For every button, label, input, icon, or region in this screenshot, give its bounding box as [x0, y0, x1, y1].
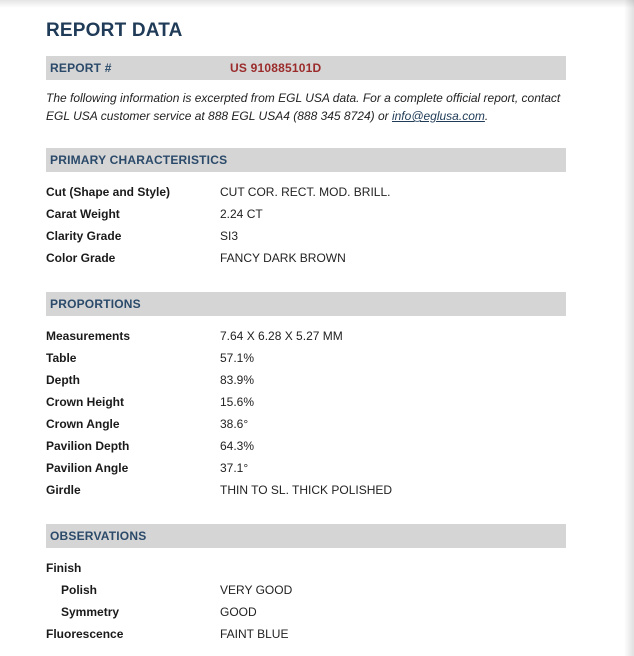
row-label: Cut (Shape and Style) [46, 185, 171, 199]
row-value: 57.1% [220, 351, 255, 365]
table-row [46, 369, 566, 391]
row-label: Fluorescence [46, 627, 124, 641]
row-label: Measurements [46, 329, 131, 343]
finish-row [46, 557, 566, 579]
row-value: 15.6% [220, 395, 255, 409]
row-label: Symmetry [61, 605, 120, 619]
table-row [46, 601, 566, 623]
row-value: 83.9% [220, 373, 255, 387]
table-row [46, 203, 566, 225]
row-label: Depth [46, 373, 80, 387]
row-label: Pavilion Depth [46, 439, 130, 453]
row-label: Carat Weight [46, 207, 120, 221]
report-number-bar [46, 56, 566, 80]
row-label: Pavilion Angle [46, 461, 129, 475]
table-row [46, 623, 566, 645]
table-row [46, 247, 566, 269]
row-label: Crown Angle [46, 417, 120, 431]
section-title-proportions: PROPORTIONS [50, 297, 141, 311]
section-title-observations: OBSERVATIONS [50, 529, 147, 543]
section-header-proportions [46, 292, 566, 316]
row-value: SI3 [220, 229, 239, 243]
row-value: 64.3% [220, 439, 255, 453]
report-number-value: US 910885101D [230, 61, 322, 75]
row-value: FANCY DARK BROWN [220, 251, 346, 265]
table-row [46, 435, 566, 457]
row-value: 7.64 X 6.28 X 5.27 MM [220, 329, 343, 343]
intro-text: The following information is excerpted from EGL USA data. For a complete official report, contact EGL USA customer service at 888 EGL USA4 (888 345 8724) or [46, 91, 561, 123]
intro-trailing: . [484, 109, 489, 123]
table-row [46, 479, 566, 501]
row-label: Polish [61, 583, 98, 597]
table-row [46, 325, 566, 347]
row-value: 37.1° [220, 461, 249, 475]
section-header-observations [46, 524, 566, 548]
report-number-label: REPORT # [50, 61, 112, 75]
table-row [46, 225, 566, 247]
row-label: Table [46, 351, 77, 365]
top-shadow [0, 0, 634, 8]
table-row [46, 413, 566, 435]
finish-label: Finish [46, 561, 82, 575]
row-value: GOOD [220, 605, 257, 619]
row-value: 38.6° [220, 417, 249, 431]
row-label: Color Grade [46, 251, 116, 265]
page-title: REPORT DATA [46, 20, 183, 41]
email-link[interactable]: info@eglusa.com [391, 109, 485, 123]
table-row [46, 181, 566, 203]
section-header-primary [46, 148, 566, 172]
row-value: THIN TO SL. THICK POLISHED [220, 483, 393, 497]
right-scroll-shadow [624, 0, 634, 656]
row-label: Girdle [46, 483, 81, 497]
table-row [46, 457, 566, 479]
row-value: CUT COR. RECT. MOD. BRILL. [220, 185, 391, 199]
row-value: FAINT BLUE [220, 627, 289, 641]
row-value: 2.24 CT [220, 207, 263, 221]
table-row [46, 347, 566, 369]
table-row [46, 579, 566, 601]
section-title-primary: PRIMARY CHARACTERISTICS [50, 153, 228, 167]
row-label: Clarity Grade [46, 229, 122, 243]
table-row [46, 391, 566, 413]
intro-paragraph [46, 89, 566, 125]
row-label: Crown Height [46, 395, 124, 409]
row-value: VERY GOOD [220, 583, 293, 597]
